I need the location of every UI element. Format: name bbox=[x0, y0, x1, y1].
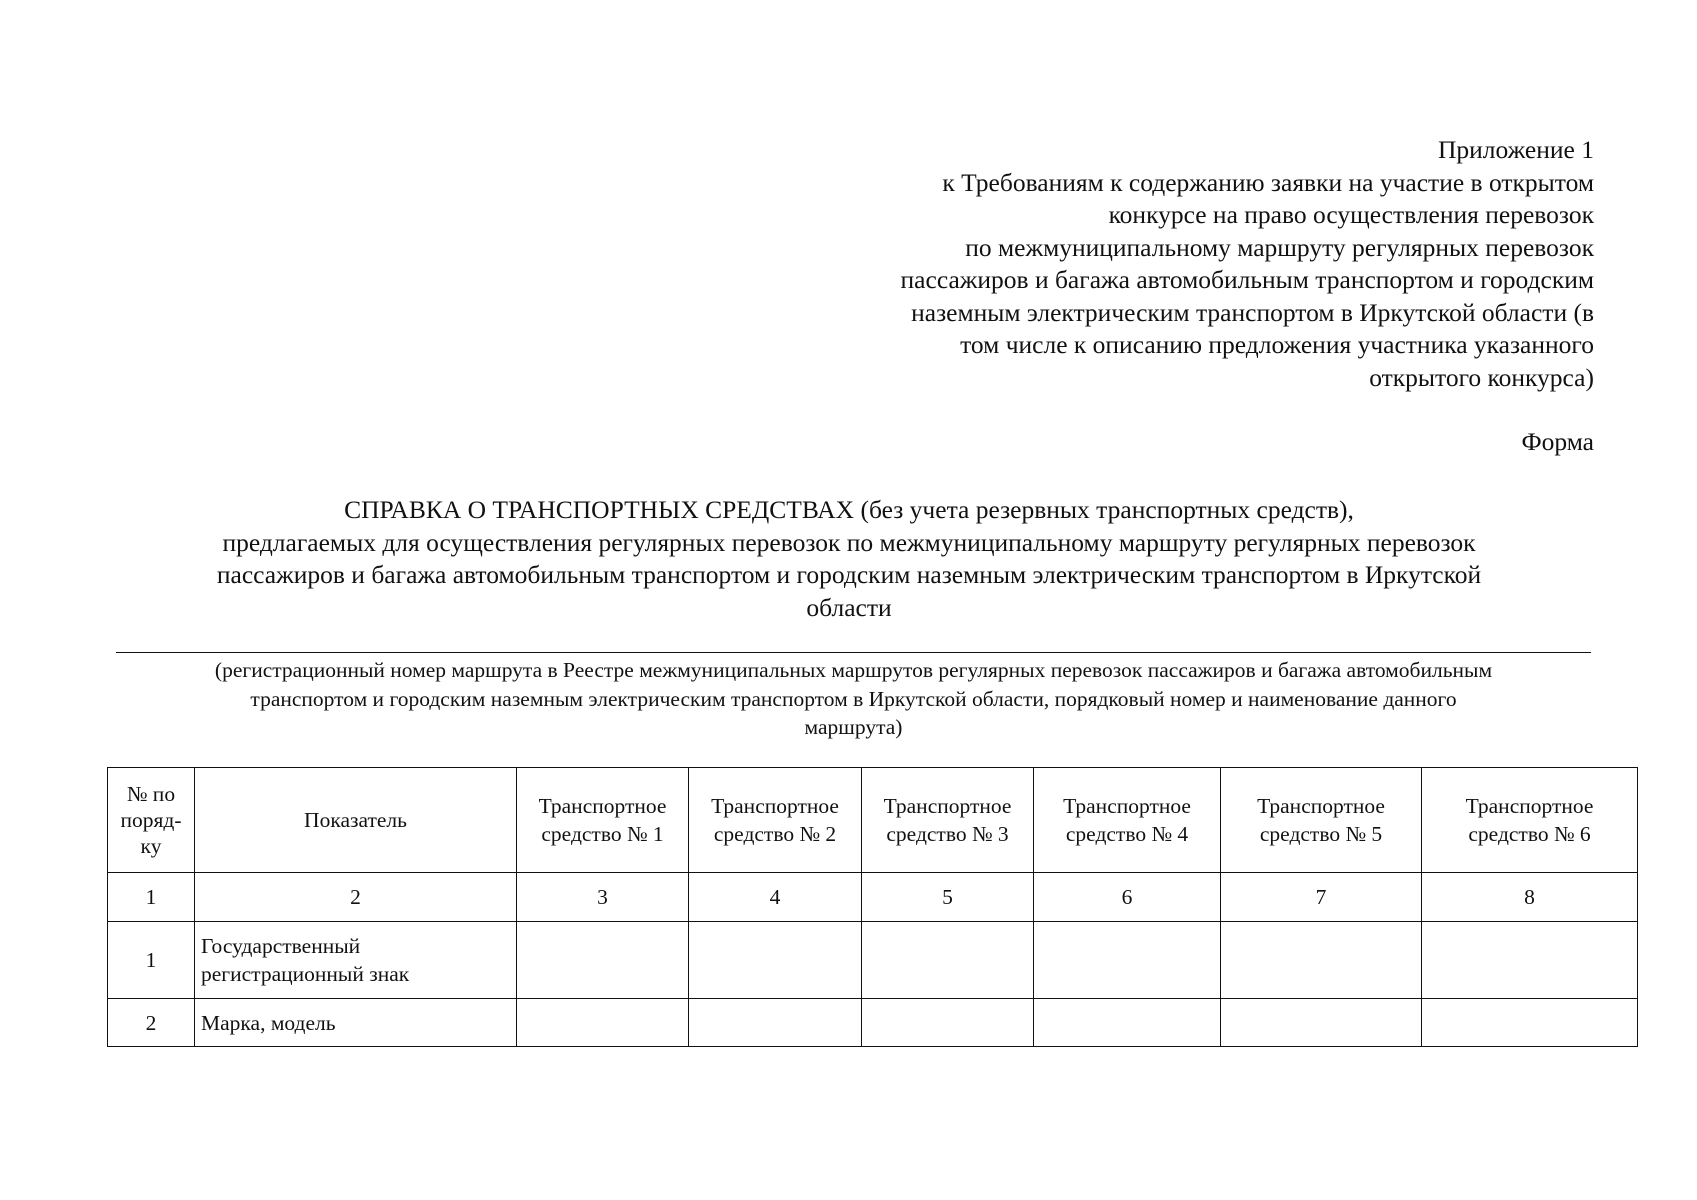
header-vehicle-line: средство № 6 bbox=[1468, 822, 1591, 846]
header-vehicle-line: средство № 3 bbox=[886, 822, 1009, 846]
appendix-line: Приложение 1 bbox=[1438, 135, 1594, 164]
column-number-cell: 5 bbox=[862, 873, 1034, 922]
header-vehicle-line: средство № 5 bbox=[1259, 822, 1383, 846]
row-number-cell: 2 bbox=[108, 999, 195, 1047]
route-caption bbox=[116, 656, 1591, 742]
header-cell-vehicle-3 bbox=[862, 768, 1034, 873]
document-title bbox=[120, 494, 1578, 624]
indicator-line: Государственный bbox=[201, 934, 361, 958]
row-number-cell: 1 bbox=[108, 922, 195, 999]
route-fill-line bbox=[116, 652, 1591, 653]
header-vehicle-line: Транспортное bbox=[711, 794, 839, 818]
value-cell bbox=[862, 999, 1034, 1047]
header-cell-indicator: Показатель bbox=[195, 768, 517, 873]
header-no-line: поряд- bbox=[120, 808, 182, 832]
indicator-line: регистрационный знак bbox=[201, 962, 410, 986]
header-vehicle-line: Транспортное bbox=[1063, 794, 1191, 818]
value-cell bbox=[689, 922, 862, 999]
vehicles-table bbox=[107, 767, 1638, 1047]
appendix-line: наземным электрическим транспортом в Иркутской области (в bbox=[911, 297, 1594, 327]
row-indicator-cell bbox=[195, 999, 517, 1047]
row-indicator-cell bbox=[195, 922, 517, 999]
table-row bbox=[108, 999, 1638, 1047]
appendix-line: по межмуниципальному маршруту регулярных перевозок bbox=[965, 232, 1594, 262]
value-cell bbox=[862, 922, 1034, 999]
title-line: области bbox=[806, 592, 892, 622]
value-cell bbox=[689, 999, 862, 1047]
appendix-line: пассажиров и багажа автомобильным транспортом и городским bbox=[900, 265, 1594, 294]
header-vehicle-line: Транспортное bbox=[538, 794, 667, 818]
header-vehicle-line: средство № 4 bbox=[1065, 822, 1189, 846]
header-cell-vehicle-2 bbox=[689, 768, 862, 873]
column-number-cell: 7 bbox=[1221, 873, 1422, 922]
header-cell-vehicle-1 bbox=[517, 768, 689, 873]
header-cell-no bbox=[108, 768, 195, 873]
column-number-cell: 6 bbox=[1034, 873, 1221, 922]
header-no-line: № по bbox=[126, 782, 176, 806]
route-caption-line: (регистрационный номер маршрута в Реестре межмуниципальных маршрутов регулярных перевозок пассажиров и багажа автомобильным bbox=[214, 658, 1493, 682]
appendix-line: том числе к описанию предложения участника указанного bbox=[960, 330, 1594, 359]
appendix-line: конкурсе на право осуществления перевозок bbox=[1108, 200, 1594, 229]
indicator-line: Марка, модель bbox=[201, 1010, 336, 1035]
appendix-line: к Требованиям к содержанию заявки на участие в открытом bbox=[942, 167, 1594, 197]
table-row bbox=[108, 922, 1638, 999]
header-vehicle-line: Транспортное bbox=[883, 794, 1012, 818]
column-number-row bbox=[108, 873, 1638, 922]
header-vehicle-line: Транспортное bbox=[1465, 794, 1594, 818]
route-caption-line: транспортом и городским наземным электрическим транспортом в Иркутской области, порядковый номер и наименование данного bbox=[250, 686, 1457, 711]
route-caption-line: маршрута) bbox=[804, 715, 903, 739]
header-cell-vehicle-5 bbox=[1221, 768, 1422, 873]
title-line: пассажиров и багажа автомобильным транспортом и городским наземным электрическим транспортом в Иркутской bbox=[216, 560, 1482, 589]
value-cell bbox=[517, 999, 689, 1047]
header-vehicle-line: Транспортное bbox=[1257, 794, 1385, 818]
header-vehicle-line: средство № 2 bbox=[713, 822, 837, 846]
value-cell bbox=[1221, 999, 1422, 1047]
value-cell bbox=[517, 922, 689, 999]
value-cell bbox=[1422, 922, 1638, 999]
form-label: Форма bbox=[1521, 427, 1594, 456]
column-number-cell: 3 bbox=[517, 873, 689, 922]
appendix-line: открытого конкурса) bbox=[1369, 362, 1594, 392]
table-header-row bbox=[108, 768, 1638, 873]
value-cell bbox=[1034, 999, 1221, 1047]
value-cell bbox=[1422, 999, 1638, 1047]
column-number-cell: 4 bbox=[689, 873, 862, 922]
column-number-cell: 8 bbox=[1422, 873, 1638, 922]
header-vehicle-line: средство № 1 bbox=[541, 822, 664, 846]
title-line: СПРАВКА О ТРАНСПОРТНЫХ СРЕДСТВАХ (без учета резервных транспортных средств), bbox=[344, 495, 1354, 524]
column-number-cell: 2 bbox=[195, 873, 517, 922]
value-cell bbox=[1221, 922, 1422, 999]
value-cell bbox=[1034, 922, 1221, 999]
header-cell-vehicle-4 bbox=[1034, 768, 1221, 873]
appendix-header bbox=[694, 134, 1594, 394]
header-cell-vehicle-6 bbox=[1422, 768, 1638, 873]
title-line: предлагаемых для осуществления регулярных перевозок по межмуниципальному маршруту регулярных перевозок bbox=[222, 527, 1476, 557]
column-number-cell: 1 bbox=[108, 873, 195, 922]
header-no-line: ку bbox=[140, 834, 162, 858]
